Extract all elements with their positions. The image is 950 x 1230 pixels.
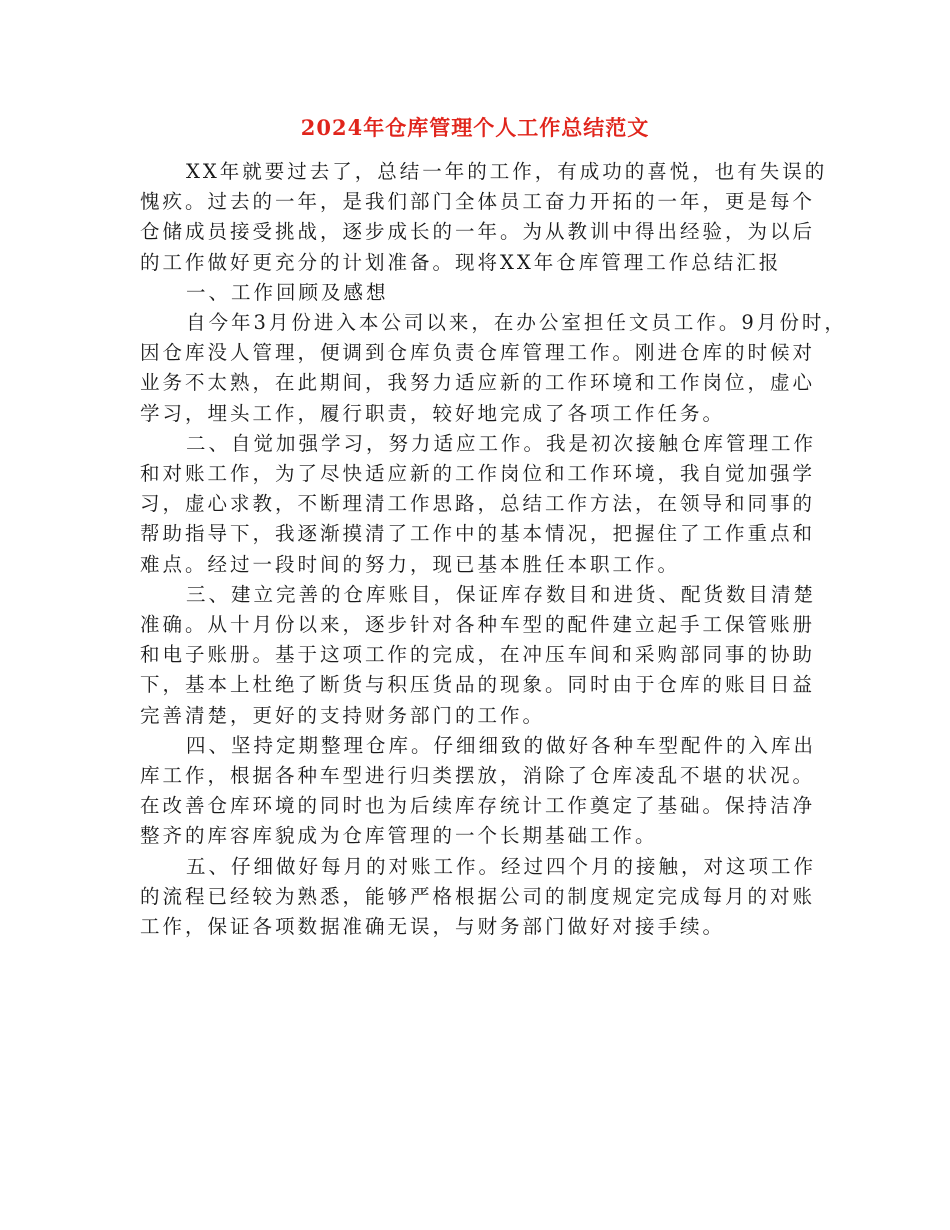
text-line: 的流程已经较为熟悉，能够严格根据公司的制度规定完成每月的对账: [140, 884, 816, 908]
document-body: [140, 157, 847, 942]
text-line: 学习，埋头工作，履行职责，较好地完成了各项工作任务。: [140, 401, 726, 425]
text-line: 下，基本上杜绝了断货与积压货品的现象。同时由于仓库的账目日益: [140, 673, 816, 697]
paragraph: [140, 308, 847, 429]
paragraph: [140, 278, 830, 308]
text-line: 愧疚。过去的一年，是我们部门全体员工奋力开拓的一年，更是每个: [140, 190, 816, 214]
text-line: 在改善仓库环境的同时也为后续库存统计工作奠定了基础。保持洁净: [140, 794, 816, 818]
paragraph: [140, 731, 830, 852]
text-line: 自今年3月份进入本公司以来，在办公室担任文员工作。9月份时，: [186, 311, 847, 335]
text-line: 和对账工作，为了尽快适应新的工作岗位和工作环境，我自觉加强学: [140, 462, 816, 486]
text-line: 库工作，根据各种车型进行归类摆放，消除了仓库凌乱不堪的状况。: [140, 764, 816, 788]
paragraph: [140, 429, 830, 580]
text-line: 工作，保证各项数据准确无误，与财务部门做好对接手续。: [140, 915, 726, 939]
text-line: 和电子账册。基于这项工作的完成，在冲压车间和采购部同事的协助: [140, 643, 816, 667]
text-line: 完善清楚，更好的支持财务部门的工作。: [140, 703, 546, 727]
document-title: 2024年仓库管理个人工作总结范文: [300, 115, 650, 140]
text-line: 帮助指导下，我逐渐摸清了工作中的基本情况，把握住了工作重点和: [140, 522, 816, 546]
text-line: 因仓库没人管理，便调到仓库负责仓库管理工作。刚进仓库的时候对: [140, 341, 816, 365]
text-line: 习，虚心求教，不断理清工作思路，总结工作方法，在领导和同事的: [140, 492, 816, 516]
text-line: 仓储成员接受挑战，逐步成长的一年。为从教训中得出经验，为以后: [140, 220, 816, 244]
text-line: 准确。从十月份以来，逐步针对各种车型的配件建立起手工保管账册: [140, 613, 816, 637]
text-line: 一、工作回顾及感想: [186, 280, 389, 304]
text-line: 难点。经过一段时间的努力，现已基本胜任本职工作。: [140, 552, 681, 576]
text-line: 三、建立完善的仓库账目，保证库存数目和进货、配货数目清楚: [186, 582, 817, 606]
text-line: 的工作做好更充分的计划准备。现将XX年仓库管理工作总结汇报: [140, 250, 782, 274]
paragraph: [140, 580, 830, 731]
text-line: 五、仔细做好每月的对账工作。经过四个月的接触，对这项工作: [186, 854, 817, 878]
text-line: XX年就要过去了，总结一年的工作，有成功的喜悦，也有失误的: [186, 160, 828, 183]
text-line: 四、坚持定期整理仓库。仔细细致的做好各种车型配件的入库出: [186, 733, 817, 757]
paragraph: [140, 157, 830, 278]
paragraph: [140, 852, 830, 943]
text-line: 业务不太熟，在此期间，我努力适应新的工作环境和工作岗位，虚心: [140, 371, 816, 395]
text-line: 二、自觉加强学习，努力适应工作。我是初次接触仓库管理工作: [186, 431, 817, 455]
text-line: 整齐的库容库貌成为仓库管理的一个长期基础工作。: [140, 824, 658, 848]
